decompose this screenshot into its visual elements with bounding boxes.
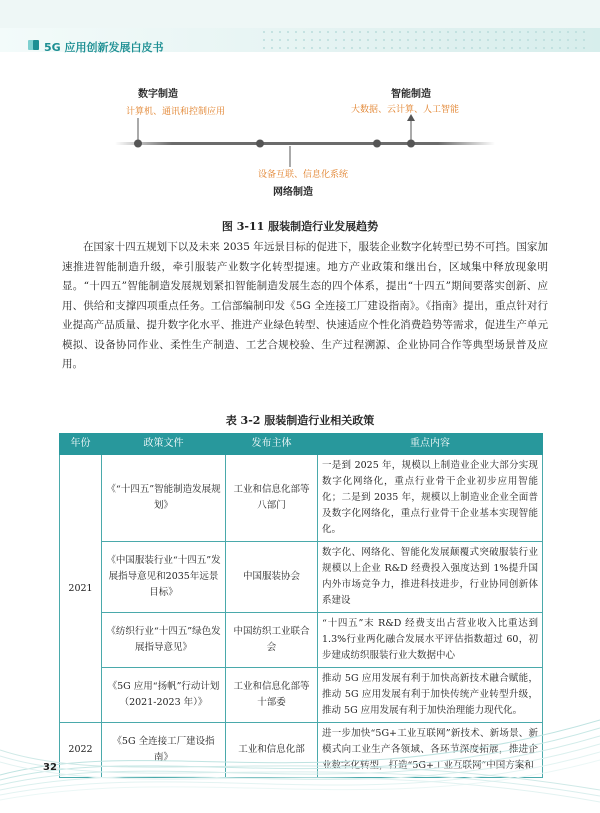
header-dot-pattern <box>260 28 590 52</box>
header-doc: 政策文件 <box>102 434 226 455</box>
arrow-up-icon <box>407 114 415 121</box>
stage-digital-name: 数字制造 <box>138 89 178 100</box>
issuer-cell: 工业和信息化部等十部委 <box>226 668 318 723</box>
stage-smart-name: 智能制造 <box>391 89 431 100</box>
doc-cell: 《5G 全连接工厂建设指南》 <box>102 723 226 778</box>
doc-cell: 《5G 应用“扬帆”行动计划（2021-2023 年）》 <box>102 668 226 723</box>
figure-caption: 图 3-11 服装制造行业发展趋势 <box>221 220 379 233</box>
content-cell: “十四五”末 R&D 经费支出占营业收入比重达到 1.3%行业两化融合发展水平评估指数超过 60，初步建成纺织服装行业大数据中心 <box>318 613 543 668</box>
doc-cell: 《纺织行业“十四五”绿色发展指导意见》 <box>102 613 226 668</box>
table-row <box>60 542 543 613</box>
doc-cell: 《“十四五”智能制造发展规划》 <box>102 455 226 542</box>
header-content: 重点内容 <box>318 434 543 455</box>
timeline-dot-1 <box>134 140 142 148</box>
table-row <box>60 668 543 723</box>
header-mark <box>33 40 39 50</box>
trend-diagram <box>115 55 495 205</box>
issuer-cell: 中国纺织工业联合会 <box>226 613 318 668</box>
stage-network-detail: 设备互联、信息化系统 <box>258 170 349 180</box>
timeline-dot-2 <box>256 140 264 148</box>
content-cell: 进一步加快“5G+工业互联网”新技术、新场景、新模式向工业生产各领域、各环节深度拓展，推进企业数字化转型，打造“5G+工业互联网”中国方案和 <box>318 723 543 778</box>
header-bar <box>0 0 600 52</box>
table-row <box>60 613 543 668</box>
content-cell: 一是到 2025 年，规模以上制造业企业大部分实现数字化网络化，重点行业骨干企业初步应用智能化；二是到 2035 年，规模以上制造业企业全面普及数字化网络化，重点行业骨干企业基本实现智能化。 <box>318 455 543 542</box>
doc-cell: 《中国服装行业“十四五”发展指导意见和2035年远景目标》 <box>102 542 226 613</box>
table-header-row <box>60 434 543 455</box>
table-row <box>60 723 543 778</box>
timeline-dot-3 <box>373 140 381 148</box>
header-title: 5G 应用创新发展白皮书 <box>44 41 164 54</box>
year-cell-2022: 2022 <box>60 723 102 778</box>
stage-smart-detail: 大数据、云计算、人工智能 <box>351 105 460 115</box>
year-cell-2021: 2021 <box>60 455 102 723</box>
timeline-dot-4 <box>407 140 415 148</box>
stage-network-name: 网络制造 <box>273 187 313 198</box>
table-row <box>60 455 543 542</box>
stage-digital-detail: 计算机、通讯和控制应用 <box>126 107 226 117</box>
issuer-cell: 工业和信息化部等八部门 <box>226 455 318 542</box>
timeline-axis <box>115 142 495 145</box>
policy-table <box>59 433 543 778</box>
content-cell: 数字化、网络化、智能化发展颠覆式突破服装行业规模以上企业 R&D 经费投入强度达到 1%提升国内外市场竞争力，推进科技进步，行业协同创新体系建设 <box>318 542 543 613</box>
issuer-cell: 工业和信息化部 <box>226 723 318 778</box>
body-paragraph: 在国家十四五规划下以及未来 2035 年远景目标的促进下，服装企业数字化转型已势不可挡。国家加速推进智能制造升级，牵引服装产业数字化转型提速。地方产业政策和继出台，区域集中释放现象明显。“十四五”智能制造发展规划紧扣智能制造发展生态的四个体系，提出“十四五”期间要落实创新、应用、供给和支撑四项重点任务。工信部编制印发《5G 全连接工厂建设指南》。《指南》提出，重点针对行业提高产品质量、提升数字化水平、推进产业绿色转型、快速适应个性化消费趋势等需求，促进生产单元模拟、设备协同作业、柔性生产制造、工艺合规校验、生产过程溯源、企业协同合作等典型场景普及应用。 <box>62 241 548 370</box>
issuer-cell: 中国服装协会 <box>226 542 318 613</box>
page-number: 32 <box>43 762 57 773</box>
content-cell: 推动 5G 应用发展有利于加快高新技术融合赋能，推动 5G 应用发展有利于加快传统产业转型升级，推动 5G 应用发展有利于加快治理能力现代化。 <box>318 668 543 723</box>
header-year: 年份 <box>60 434 102 455</box>
header-issuer: 发布主体 <box>226 434 318 455</box>
table-caption: 表 3-2 服装制造行业相关政策 <box>225 414 375 427</box>
